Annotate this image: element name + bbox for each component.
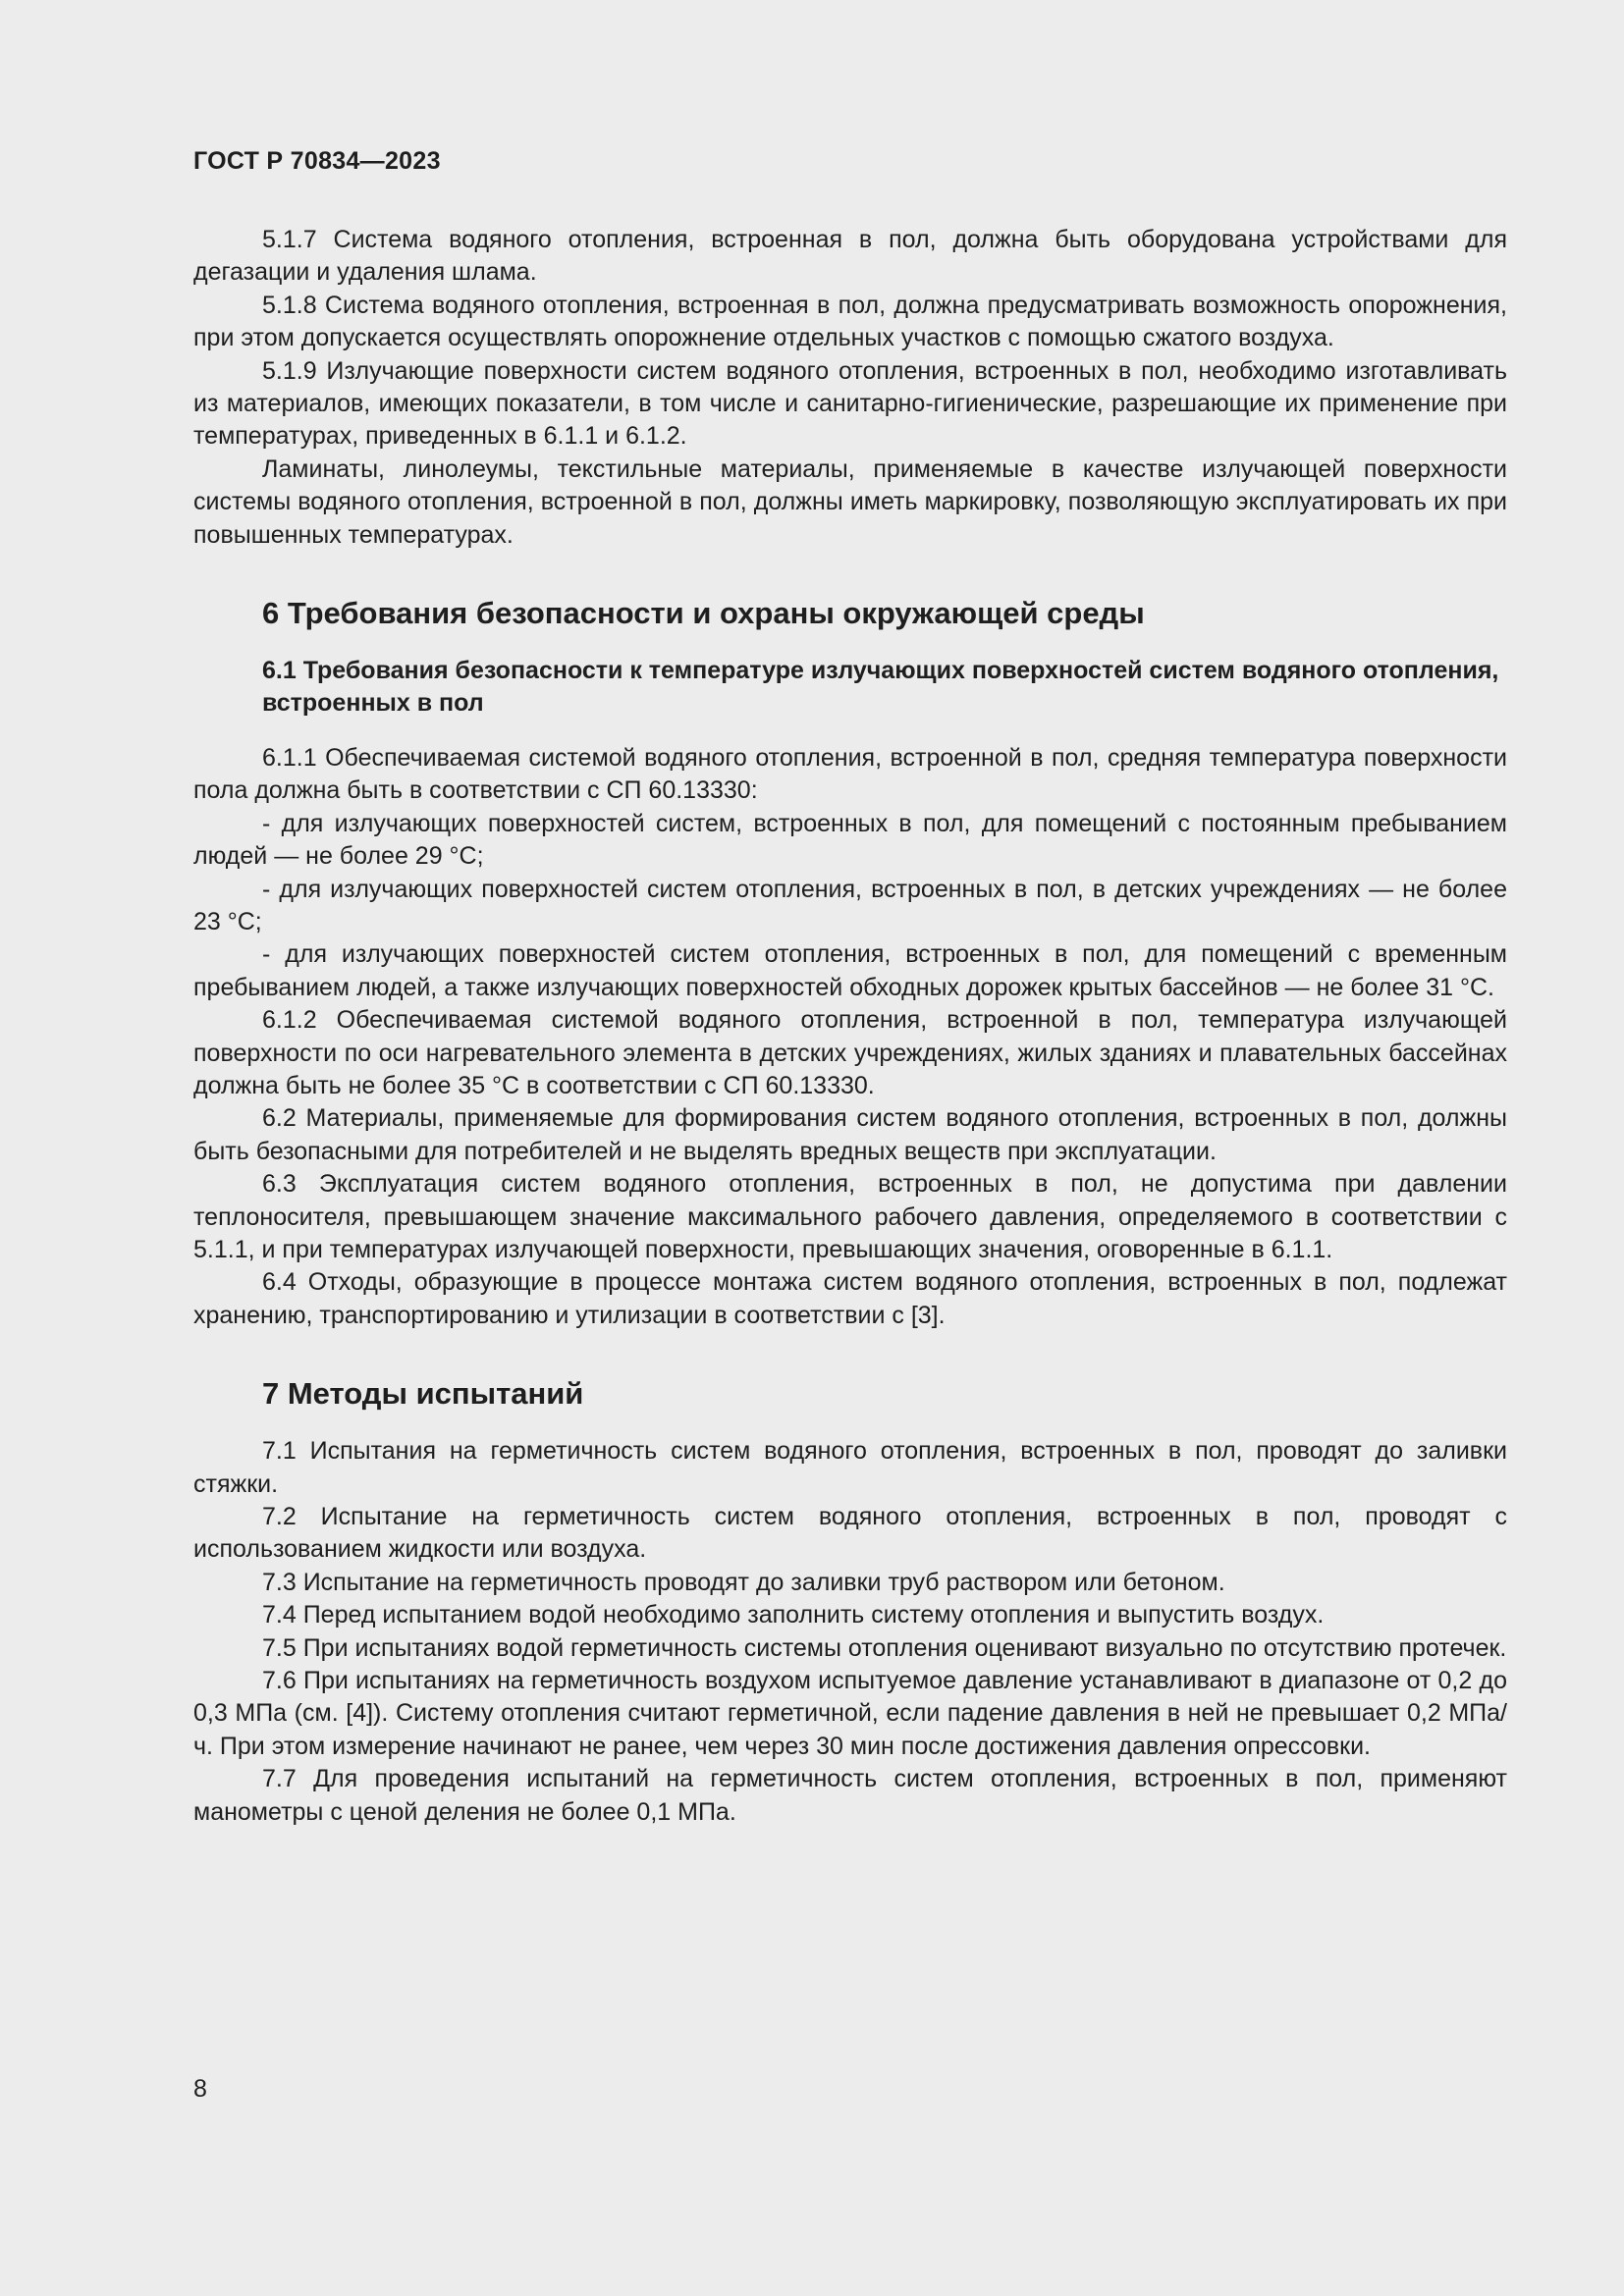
paragraph-7-5: 7.5 При испытаниях водой герметичность системы отопления оценивают визуально по отсутствию протечек. xyxy=(262,1633,1507,1662)
paragraph-5-1-9: 5.1.9 Излучающие поверхности систем водяного отопления, встроенных в пол, необходимо изготавливать из материалов, имеющих показатели, в том числе и санитарно-гигиенические, разрешающие их применение при температурах, приведенных в 6.1.1 и 6.1.2. xyxy=(193,356,1507,451)
paragraph-6-3: 6.3 Эксплуатация систем водяного отопления, встроенных в пол, не допустима при давлении теплоносителя, превышающем значение максимального рабочего давления, определяемого в соответствии с 5.1.1, и при температурах излучающей поверхности, превышающих значения, оговоренные в 6.1.1. xyxy=(193,1170,1507,1263)
paragraph-5-1-7: 5.1.7 Система водяного отопления, встроенная в пол, должна быть оборудована устройствами для дегазации и удаления шлама. xyxy=(193,226,1507,287)
list-item: - для излучающих поверхностей систем отопления, встроенных в пол, для помещений с временным пребыванием людей, а также излучающих поверхностей обходных дорожек крытых бассейнов — не более 31 °С. xyxy=(193,940,1507,1001)
subsection-6-1-heading: 6.1 Требования безопасности к температуре излучающих поверхностей систем водяного отопления, встроенных в пол xyxy=(262,657,1499,718)
paragraph-6-1-2: 6.1.2 Обеспечиваемая системой водяного отопления, встроенной в пол, температура излучающей поверхности по оси нагревательного элемента в детских учреждениях, жилых зданиях и плавательных бассейнах должна быть не более 35 °С в соответствии с СП 60.13330. xyxy=(193,1006,1507,1099)
paragraph-7-4: 7.4 Перед испытанием водой необходимо заполнить систему отопления и выпустить воздух. xyxy=(262,1601,1325,1629)
paragraph-5-1-8: 5.1.8 Система водяного отопления, встроенная в пол, должна предусматривать возможность опорожнения, при этом допускается осуществлять опорожнение отдельных участков с помощью сжатого воздуха. xyxy=(193,291,1507,352)
section-6-heading: 6 Требования безопасности и охраны окружающей среды xyxy=(262,596,1145,631)
paragraph-7-6: 7.6 При испытаниях на герметичность воздухом испытуемое давление устанавливают в диапазоне от 0,2 до 0,3 МПа (см. [4]). Систему отопления считают герметичной, если падение давления в ней не превышает 0,2 МПа/ч. При этом измерение начинают не ранее, чем через 30 мин после достижения давления опрессовки. xyxy=(193,1667,1507,1760)
paragraph-7-3: 7.3 Испытание на герметичность проводят до заливки труб раствором или бетоном. xyxy=(262,1568,1225,1596)
page-content xyxy=(193,224,1507,1829)
paragraph-6-1-1: 6.1.1 Обеспечиваемая системой водяного отопления, встроенной в пол, средняя температура поверхности пола должна быть в соответствии с СП 60.13330: xyxy=(193,743,1507,805)
paragraph-6-2: 6.2 Материалы, применяемые для формирования систем водяного отопления, встроенных в пол, должны быть безопасными для потребителей и не выделять вредных веществ при эксплуатации. xyxy=(193,1104,1507,1165)
page-number: 8 xyxy=(193,2075,207,2103)
paragraph-7-7: 7.7 Для проведения испытаний на герметичность систем отопления, встроенных в пол, применяют манометры с ценой деления не более 0,1 МПа. xyxy=(193,1765,1507,1826)
section-7-heading: 7 Методы испытаний xyxy=(262,1376,584,1412)
list-item: - для излучающих поверхностей систем, встроенных в пол, для помещений с постоянным пребыванием людей — не более 29 °С; xyxy=(193,809,1507,871)
list-item: - для излучающих поверхностей систем отопления, встроенных в пол, в детских учреждениях — не более 23 °С; xyxy=(193,875,1507,935)
paragraph-laminates: Ламинаты, линолеумы, текстильные материалы, применяемые в качестве излучающей поверхности системы водяного отопления, встроенной в пол, должны иметь маркировку, позволяющую эксплуатировать их при повышенных температурах. xyxy=(193,454,1507,549)
paragraph-7-1: 7.1 Испытания на герметичность систем водяного отопления, встроенных в пол, проводят до заливки стяжки. xyxy=(193,1437,1507,1498)
paragraph-6-4: 6.4 Отходы, образующие в процессе монтажа систем водяного отопления, встроенных в пол, подлежат хранению, транспортированию и утилизации в соответствии с [3]. xyxy=(193,1268,1507,1329)
paragraph-7-2: 7.2 Испытание на герметичность систем водяного отопления, встроенных в пол, проводят с использованием жидкости или воздуха. xyxy=(193,1503,1507,1564)
running-header: ГОСТ Р 70834—2023 xyxy=(193,147,441,175)
